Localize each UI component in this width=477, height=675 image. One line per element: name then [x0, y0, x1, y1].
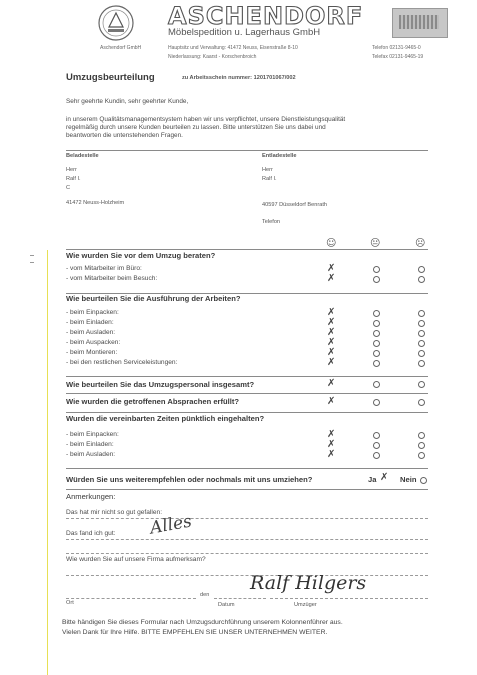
to-line-4: Telefon [262, 219, 281, 225]
rating-radio[interactable] [373, 381, 380, 388]
divider [66, 376, 428, 377]
remarks-label: Anmerkungen: [66, 492, 116, 501]
address-line-1: Hauptsitz und Verwaltung: 41472 Neuss, Eisenstraße 8-10 [168, 45, 298, 51]
rating-tick-icon: ✗ [327, 307, 336, 318]
footer-line-1: Bitte händigen Sie dieses Formular nach Umzugsdurchführung unserem Kolonnenführer aus. [62, 619, 343, 626]
from-line-3: C [66, 185, 71, 191]
item-services: - bei den restlichen Serviceleistungen: [66, 359, 178, 366]
greeting: Sehr geehrte Kundin, sehr geehrter Kunde, [66, 98, 189, 105]
remarks-good-handwriting: Alles [148, 511, 194, 539]
remarks-bad-line[interactable] [66, 518, 428, 519]
divider [66, 393, 428, 394]
highlighter-margin-line [47, 250, 48, 675]
rating-tick-icon: ✗ [327, 396, 336, 407]
remarks-good-label: Das fand ich gut: [66, 530, 116, 537]
rating-radio[interactable] [418, 320, 425, 327]
rating-radio[interactable] [418, 276, 425, 283]
rating-radio[interactable] [373, 266, 380, 273]
rating-radio[interactable] [373, 320, 380, 327]
company-name: ASCHENDORF [168, 2, 364, 30]
order-number: zu Arbeitsschein nummer: 1201701067/002 [182, 75, 296, 81]
rating-radio[interactable] [418, 452, 425, 459]
question-recommend: Würden Sie uns weiterempfehlen oder nochmals mit uns umziehen? [66, 475, 313, 484]
signature-line[interactable] [270, 598, 428, 599]
small-company-name: Aschendorf GmbH [100, 45, 142, 51]
from-label: Beladestelle [66, 153, 99, 159]
from-line-2: Ralf I. [66, 176, 81, 182]
rating-radio[interactable] [373, 350, 380, 357]
rating-tick-icon: ✗ [327, 439, 336, 450]
item-unpacking: - beim Auspacken: [66, 339, 121, 346]
fold-mark [30, 262, 34, 263]
to-line-1: Herr [262, 167, 273, 173]
rating-tick-icon: ✗ [327, 449, 336, 460]
rating-tick-icon: ✗ [327, 273, 336, 284]
rating-tick-icon: ✗ [327, 263, 336, 274]
divider [66, 249, 428, 250]
item-times-unloading: - beim Ausladen: [66, 451, 116, 458]
handwritten-signature: Ralf Hilgers [250, 572, 367, 594]
remarks-extra-line [66, 553, 428, 554]
rating-radio[interactable] [418, 381, 425, 388]
question-punctuality: Wurden die vereinbarten Zeiten pünktlich eingehalten? [66, 414, 265, 423]
place-line[interactable] [66, 598, 196, 599]
phone-number: Telefon 02131-9465-0 [372, 45, 421, 51]
rating-tick-icon: ✗ [327, 317, 336, 328]
remarks-good-line[interactable] [66, 539, 428, 540]
rating-tick-icon: ✗ [327, 327, 336, 338]
footer-line-2: Vielen Dank für Ihre Hilfe. BITTE EMPFEHLEN SIE UNSER UNTERNEHMEN WEITER. [62, 629, 328, 636]
question-staff: Wie beurteilen Sie das Umzugspersonal insgesamt? [66, 380, 255, 389]
intro-line-3: beantworten die untenstehenden Fragen. [66, 132, 183, 139]
divider [66, 489, 428, 490]
rating-radio[interactable] [418, 266, 425, 273]
fold-mark [30, 255, 34, 256]
date-line[interactable] [214, 598, 266, 599]
den-label: den [200, 592, 210, 598]
fax-number: Telefax 02131-9465-19 [372, 54, 424, 60]
company-logo [95, 4, 137, 42]
rating-tick-icon: ✗ [327, 357, 336, 368]
to-line-2: Ralf I. [262, 176, 277, 182]
rating-tick-icon: ✗ [327, 378, 336, 389]
rating-radio[interactable] [373, 399, 380, 406]
rating-radio[interactable] [418, 330, 425, 337]
item-visit: - vom Mitarbeiter beim Besuch: [66, 275, 158, 282]
address-line-2: Niederlassung: Kaarst - Korschenbroich [168, 54, 257, 60]
place-label: Ort [66, 600, 74, 606]
recommend-yes-mark-icon: ✗ [380, 472, 389, 483]
intro-line-2: regelmäßig durch unsere Kunden beurteilen zu lassen. Bitte unterstützen Sie uns dabei und [66, 124, 326, 131]
rating-radio[interactable] [373, 452, 380, 459]
item-loading: - beim Einladen: [66, 319, 114, 326]
divider [66, 412, 428, 413]
rating-tick-icon: ✗ [327, 337, 336, 348]
intro-line-1: in unserem Qualitätsmanagementsystem haben wir uns verpflichtet, unsere Dienstleistungsqualität [66, 116, 346, 123]
rating-tick-icon: ✗ [327, 429, 336, 440]
question-execution: Wie beurteilen Sie die Ausführung der Arbeiten? [66, 294, 241, 303]
how-found-line[interactable] [66, 575, 428, 576]
date-label: Datum [218, 602, 235, 608]
to-label: Entladestelle [262, 153, 297, 159]
certification-badge [392, 8, 448, 38]
rating-radio[interactable] [418, 442, 425, 449]
question-advice: Wie wurden Sie vor dem Umzug beraten? [66, 251, 216, 260]
recommend-yes-label: Ja [368, 475, 377, 484]
rating-radio[interactable] [373, 340, 380, 347]
from-line-4: 41472 Neuss-Holzheim [66, 200, 125, 206]
rating-radio[interactable] [373, 310, 380, 317]
rating-radio[interactable] [373, 276, 380, 283]
rating-radio[interactable] [418, 432, 425, 439]
item-assembly: - beim Montieren: [66, 349, 118, 356]
to-line-3: 40597 Düsseldorf Benrath [262, 202, 327, 208]
form-title: Umzugsbeurteilung [66, 72, 155, 83]
face-happy-icon: ☺ [326, 238, 337, 249]
divider [66, 468, 428, 469]
item-times-loading: - beim Einladen: [66, 441, 114, 448]
divider [66, 150, 428, 151]
rating-tick-icon: ✗ [327, 347, 336, 358]
item-unloading: - beim Ausladen: [66, 329, 116, 336]
rating-radio[interactable] [373, 360, 380, 367]
rating-radio[interactable] [418, 310, 425, 317]
how-found-label: Wie wurden Sie auf unsere Firma aufmerksam? [66, 556, 206, 563]
rating-radio[interactable] [418, 399, 425, 406]
rating-radio[interactable] [418, 350, 425, 357]
face-sad-icon: ☹ [415, 238, 426, 249]
recommend-no-label: Nein [400, 475, 417, 484]
company-subtitle: Möbelspedition u. Lagerhaus GmbH [168, 27, 321, 38]
from-line-1: Herr [66, 167, 77, 173]
rating-radio[interactable] [373, 432, 380, 439]
rating-radio[interactable] [418, 340, 425, 347]
signer-label: Umzüger [294, 602, 317, 608]
remarks-bad-label: Das hat mir nicht so gut gefallen: [66, 509, 163, 516]
recommend-no-radio[interactable] [420, 477, 427, 484]
rating-radio[interactable] [418, 360, 425, 367]
rating-radio[interactable] [373, 442, 380, 449]
item-times-packing: - beim Einpacken: [66, 431, 119, 438]
question-agreements: Wie wurden die getroffenen Absprachen erfüllt? [66, 397, 240, 406]
rating-radio[interactable] [373, 330, 380, 337]
item-office: - vom Mitarbeiter im Büro: [66, 265, 142, 272]
item-packing: - beim Einpacken: [66, 309, 119, 316]
face-neutral-icon: 😐 [370, 238, 381, 249]
